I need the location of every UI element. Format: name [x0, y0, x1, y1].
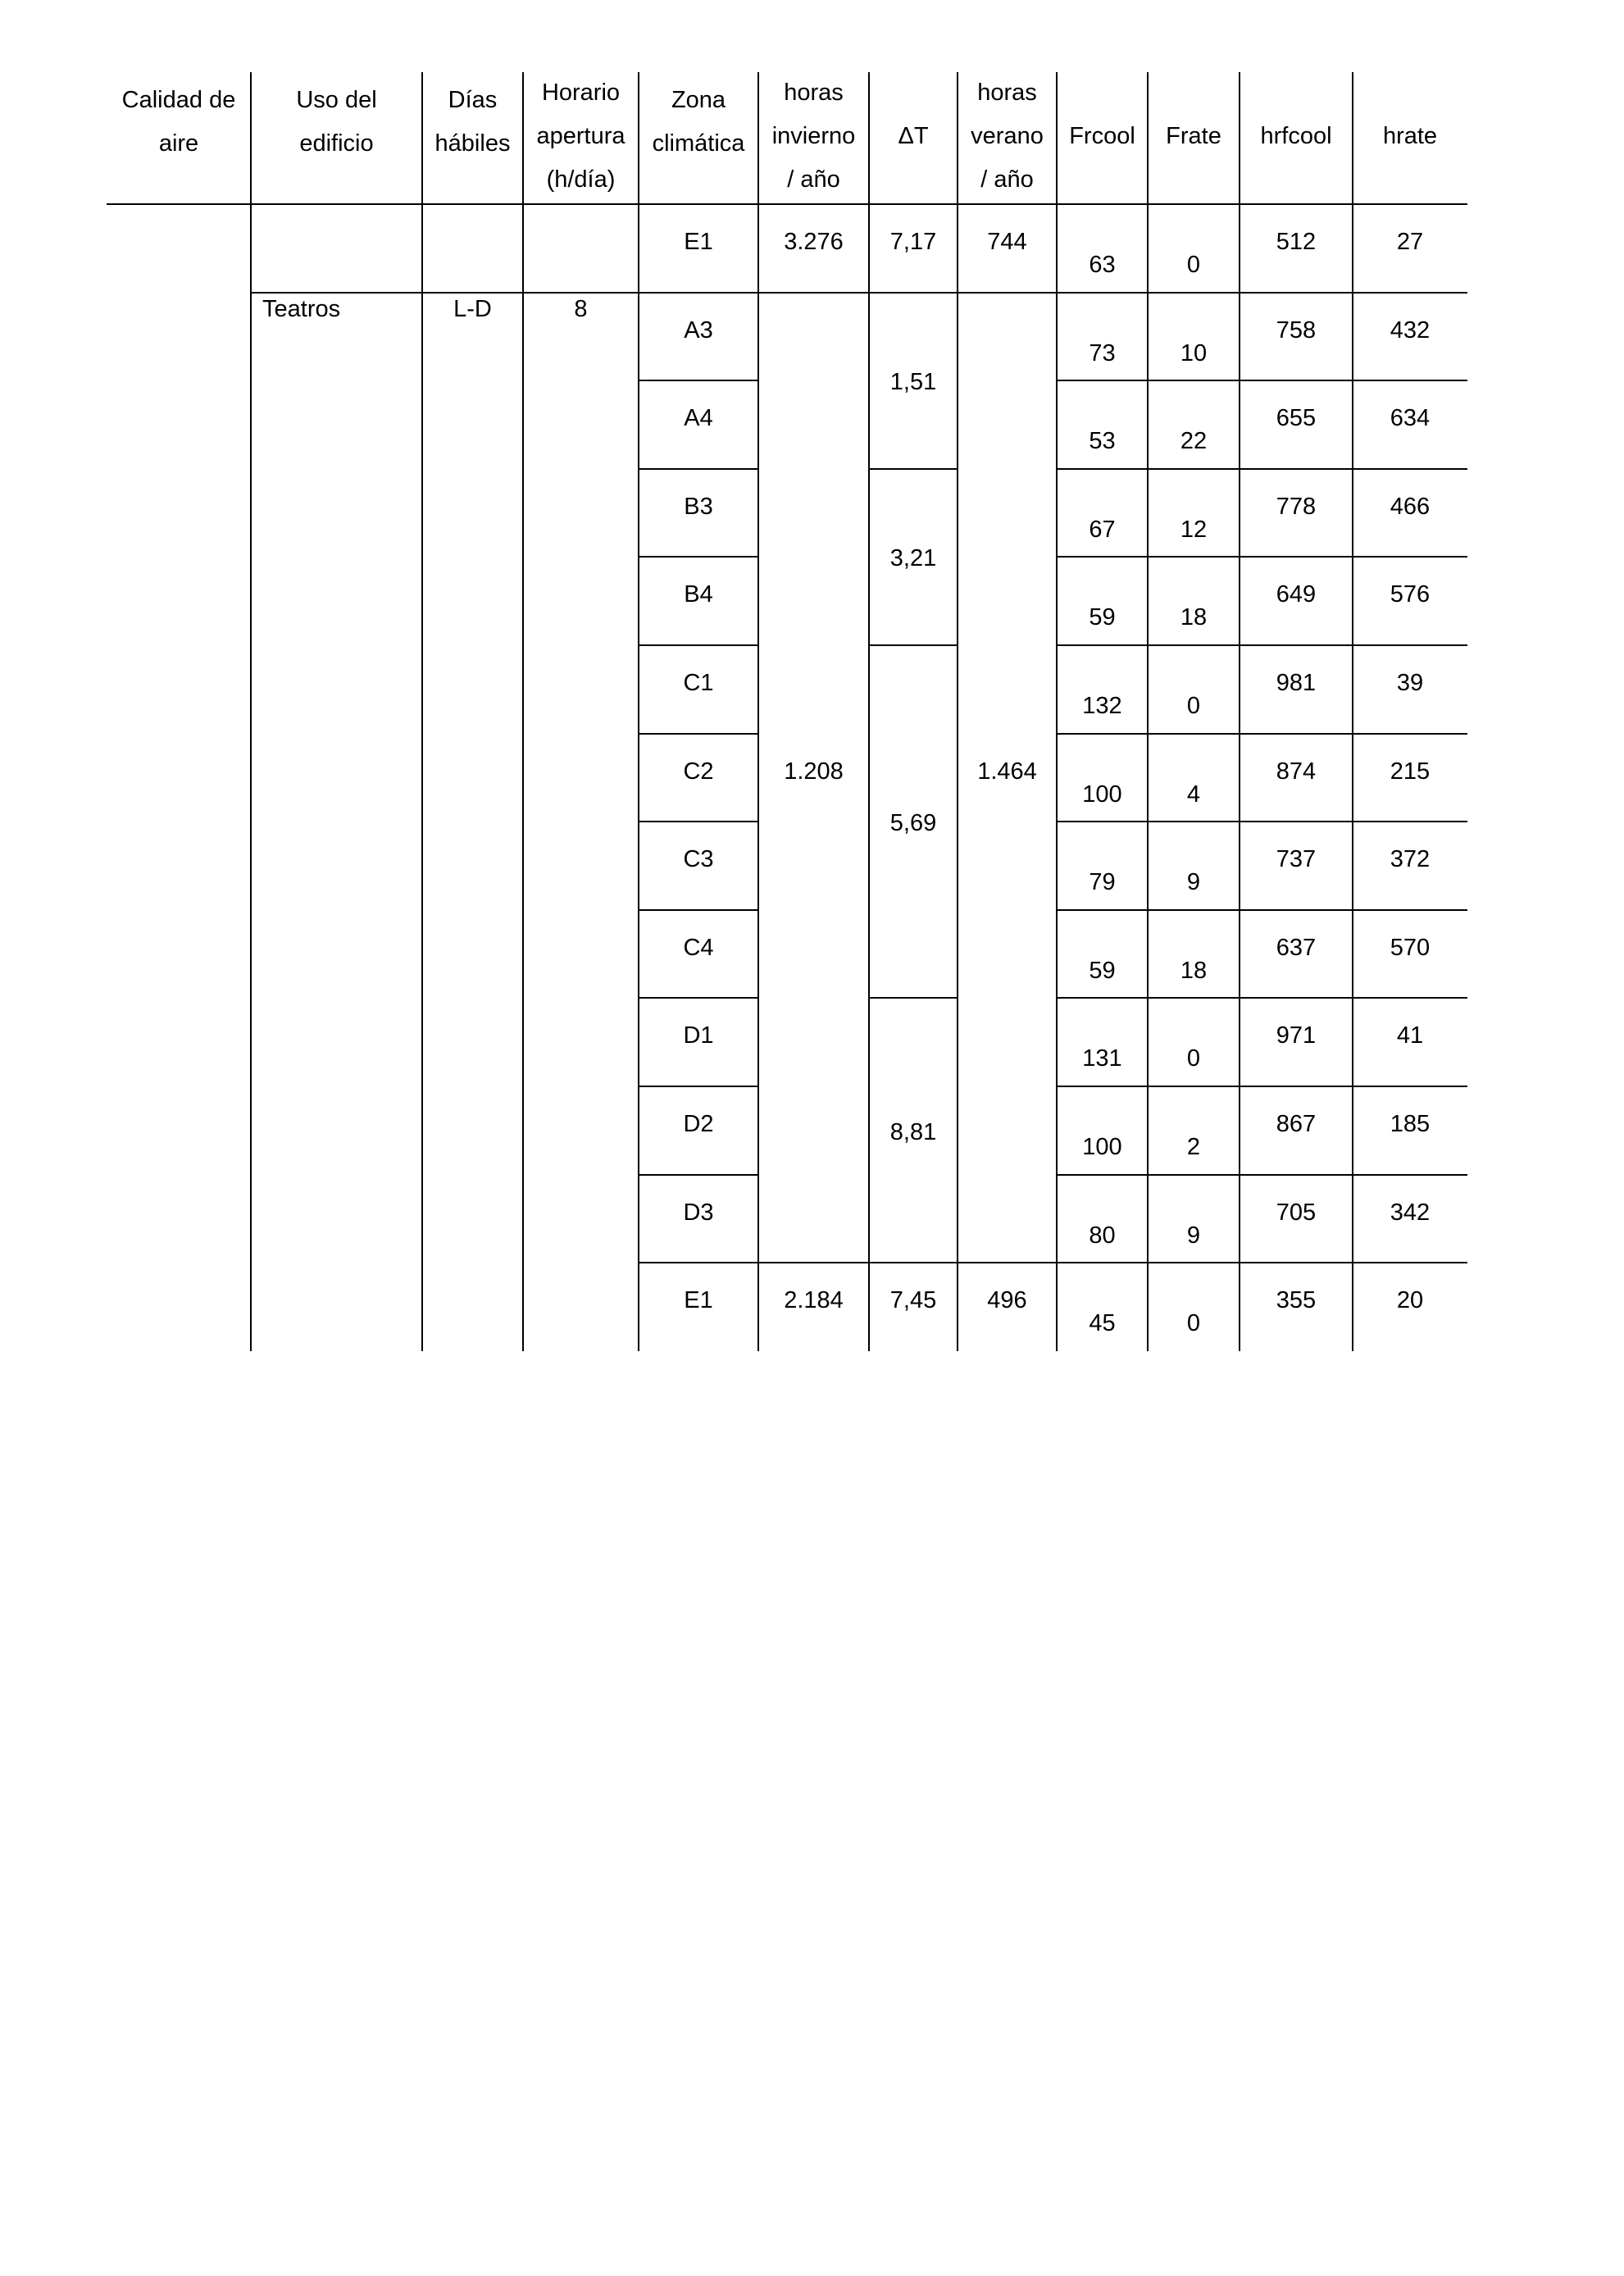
row-divider [1057, 733, 1467, 735]
header-delta-t: ΔT [898, 122, 929, 149]
header-zona-climatica: Zona [671, 87, 726, 113]
cell-delta-t: 7,17 [889, 229, 937, 255]
row-divider [639, 1262, 758, 1263]
cell-frcool: 59 [1089, 604, 1116, 631]
cell-frate: 0 [1186, 693, 1201, 719]
column-divider [868, 72, 870, 204]
cell-hrate: 432 [1390, 316, 1431, 344]
cell-hrate: 20 [1396, 1287, 1424, 1314]
cell-zona: C4 [683, 934, 714, 961]
cell-hrfcool: 874 [1276, 758, 1317, 785]
column-divider [522, 204, 524, 1351]
header-horario-apertura: (h/día) [546, 166, 616, 193]
cell-zona: D3 [683, 1199, 714, 1226]
cell-hrate: 27 [1396, 229, 1424, 255]
header-horario-apertura: apertura [536, 122, 625, 149]
row-divider [639, 556, 758, 558]
row-divider [251, 292, 1467, 294]
cell-frate: 12 [1180, 516, 1208, 543]
cell-delta-t-merged: 3,21 [889, 545, 937, 572]
cell-zona: D1 [683, 1022, 714, 1049]
row-divider [869, 644, 958, 646]
cell-zona: E1 [684, 229, 713, 255]
cell-uso-edificio: Teatros [262, 295, 341, 322]
cell-zona: C2 [683, 758, 714, 785]
cell-frate: 18 [1180, 604, 1208, 631]
cell-delta-t-merged: 1,51 [889, 369, 937, 396]
header-dias-habiles: Días [448, 87, 498, 113]
cell-frcool: 59 [1089, 957, 1116, 984]
cell-frcool: 80 [1089, 1222, 1116, 1249]
cell-zona: B3 [684, 493, 713, 520]
cell-hrate: 185 [1390, 1111, 1431, 1137]
column-divider [522, 72, 524, 204]
row-divider [869, 997, 958, 999]
row-divider [639, 1174, 758, 1176]
cell-zona: D2 [683, 1111, 714, 1137]
row-divider [639, 909, 758, 911]
cell-horas-invierno: 2.184 [784, 1287, 844, 1314]
header-horas-verano: verano [971, 122, 1044, 149]
column-divider [1352, 204, 1353, 1351]
column-divider [1147, 72, 1149, 204]
cell-horario-apertura: 8 [574, 295, 588, 322]
cell-frcool: 131 [1082, 1045, 1122, 1072]
cell-delta-t-merged: 8,81 [889, 1118, 937, 1145]
cell-hrate: 215 [1390, 758, 1431, 785]
header-zona-climatica: climática [652, 130, 745, 157]
header-horas-invierno: invierno [771, 122, 856, 149]
header-dias-habiles: hábiles [434, 130, 511, 157]
cell-zona: A3 [684, 316, 713, 344]
cell-horas-verano: 496 [987, 1287, 1027, 1314]
cell-frate: 2 [1186, 1134, 1201, 1160]
cell-frate: 9 [1186, 1222, 1201, 1249]
cell-hrate: 634 [1390, 405, 1431, 432]
column-divider [638, 72, 639, 204]
header-calidad-aire: Calidad de [121, 87, 236, 113]
cell-hrfcool: 637 [1276, 934, 1317, 961]
header-hrfcool: hrfcool [1260, 122, 1332, 149]
row-divider [1057, 468, 1467, 470]
cell-zona: C3 [683, 846, 714, 873]
header-calidad-aire: aire [158, 130, 199, 157]
cell-frcool: 100 [1082, 1134, 1122, 1160]
cell-frcool: 53 [1089, 428, 1116, 455]
row-divider [107, 203, 1467, 205]
header-horario-apertura: Horario [541, 79, 621, 106]
cell-frate: 9 [1186, 869, 1201, 896]
cell-hrfcool: 512 [1276, 229, 1317, 255]
cell-zona: E1 [684, 1287, 713, 1314]
column-divider [1352, 72, 1353, 204]
cell-frcool: 100 [1082, 781, 1122, 808]
row-divider [869, 468, 958, 470]
cell-horas-invierno: 3.276 [784, 229, 844, 255]
cell-frate: 0 [1186, 252, 1201, 278]
cell-frcool: 63 [1089, 252, 1116, 278]
row-divider [1057, 997, 1467, 999]
row-divider [639, 997, 758, 999]
cell-frate: 10 [1180, 339, 1208, 366]
row-divider [1057, 821, 1467, 822]
cell-frate: 0 [1186, 1045, 1201, 1072]
column-divider [868, 204, 870, 1351]
row-divider [1057, 1262, 1467, 1263]
column-divider [957, 72, 958, 204]
column-divider [1147, 204, 1149, 1351]
header-horas-invierno: horas [784, 79, 844, 106]
column-divider [1239, 72, 1240, 204]
row-divider [639, 380, 758, 381]
cell-zona: A4 [684, 405, 713, 432]
header-hrate: hrate [1382, 122, 1438, 149]
row-divider [1057, 380, 1467, 381]
cell-frcool: 73 [1089, 339, 1116, 366]
column-divider [1056, 72, 1058, 204]
row-divider [1057, 1086, 1467, 1087]
cell-dias-habiles: L-D [453, 295, 492, 322]
cell-zona: B4 [684, 581, 713, 608]
cell-frate: 4 [1186, 781, 1201, 808]
header-horas-verano: horas [977, 79, 1037, 106]
row-divider [1057, 1174, 1467, 1176]
row-divider [758, 1262, 1057, 1263]
cell-hrfcool: 355 [1276, 1287, 1317, 1314]
cell-hrfcool: 758 [1276, 316, 1317, 344]
cell-hrfcool: 737 [1276, 846, 1317, 873]
column-divider [957, 204, 958, 1351]
column-divider [757, 72, 759, 204]
cell-delta-t: 7,45 [889, 1287, 937, 1314]
cell-hrate: 372 [1390, 846, 1431, 873]
row-divider [1057, 644, 1467, 646]
cell-horas-verano: 744 [987, 229, 1027, 255]
cell-hrfcool: 649 [1276, 581, 1317, 608]
header-horas-verano: / año [980, 166, 1034, 193]
cell-hrate: 39 [1396, 670, 1424, 696]
cell-hrfcool: 705 [1276, 1199, 1317, 1226]
cell-horas-invierno-merged: 1.208 [784, 758, 844, 785]
cell-hrate: 576 [1390, 581, 1431, 608]
column-divider [421, 204, 423, 1351]
row-divider [1057, 909, 1467, 911]
header-uso-edificio: Uso del [296, 87, 377, 113]
cell-horas-verano-merged: 1.464 [977, 758, 1037, 785]
cell-hrate: 342 [1390, 1199, 1431, 1226]
cell-frate: 22 [1180, 428, 1208, 455]
cell-hrfcool: 981 [1276, 670, 1317, 696]
row-divider [639, 644, 758, 646]
cell-frcool: 45 [1089, 1310, 1116, 1337]
cell-frate: 18 [1180, 957, 1208, 984]
cell-hrfcool: 971 [1276, 1022, 1317, 1049]
cell-hrfcool: 778 [1276, 493, 1317, 520]
row-divider [1057, 556, 1467, 558]
column-divider [757, 204, 759, 1351]
cell-frcool: 67 [1089, 516, 1116, 543]
row-divider [639, 468, 758, 470]
cell-frcool: 79 [1089, 869, 1116, 896]
header-frcool: Frcool [1069, 122, 1135, 149]
cell-frate: 0 [1186, 1310, 1201, 1337]
column-divider [250, 204, 252, 1351]
header-horas-invierno: / año [787, 166, 840, 193]
cell-hrate: 570 [1390, 934, 1431, 961]
column-divider [250, 72, 252, 204]
cell-frcool: 132 [1082, 693, 1122, 719]
column-divider [1239, 204, 1240, 1351]
row-divider [639, 733, 758, 735]
cell-hrfcool: 655 [1276, 405, 1317, 432]
column-divider [421, 72, 423, 204]
header-uso-edificio: edificio [299, 130, 374, 157]
cell-hrate: 466 [1390, 493, 1431, 520]
column-divider [1056, 204, 1058, 1351]
row-divider [639, 821, 758, 822]
row-divider [639, 1086, 758, 1087]
header-frate: Frate [1166, 122, 1221, 149]
cell-hrfcool: 867 [1276, 1111, 1317, 1137]
cell-delta-t-merged: 5,69 [889, 810, 937, 837]
column-divider [638, 204, 639, 1351]
cell-hrate: 41 [1396, 1022, 1424, 1049]
cell-zona: C1 [683, 670, 714, 696]
